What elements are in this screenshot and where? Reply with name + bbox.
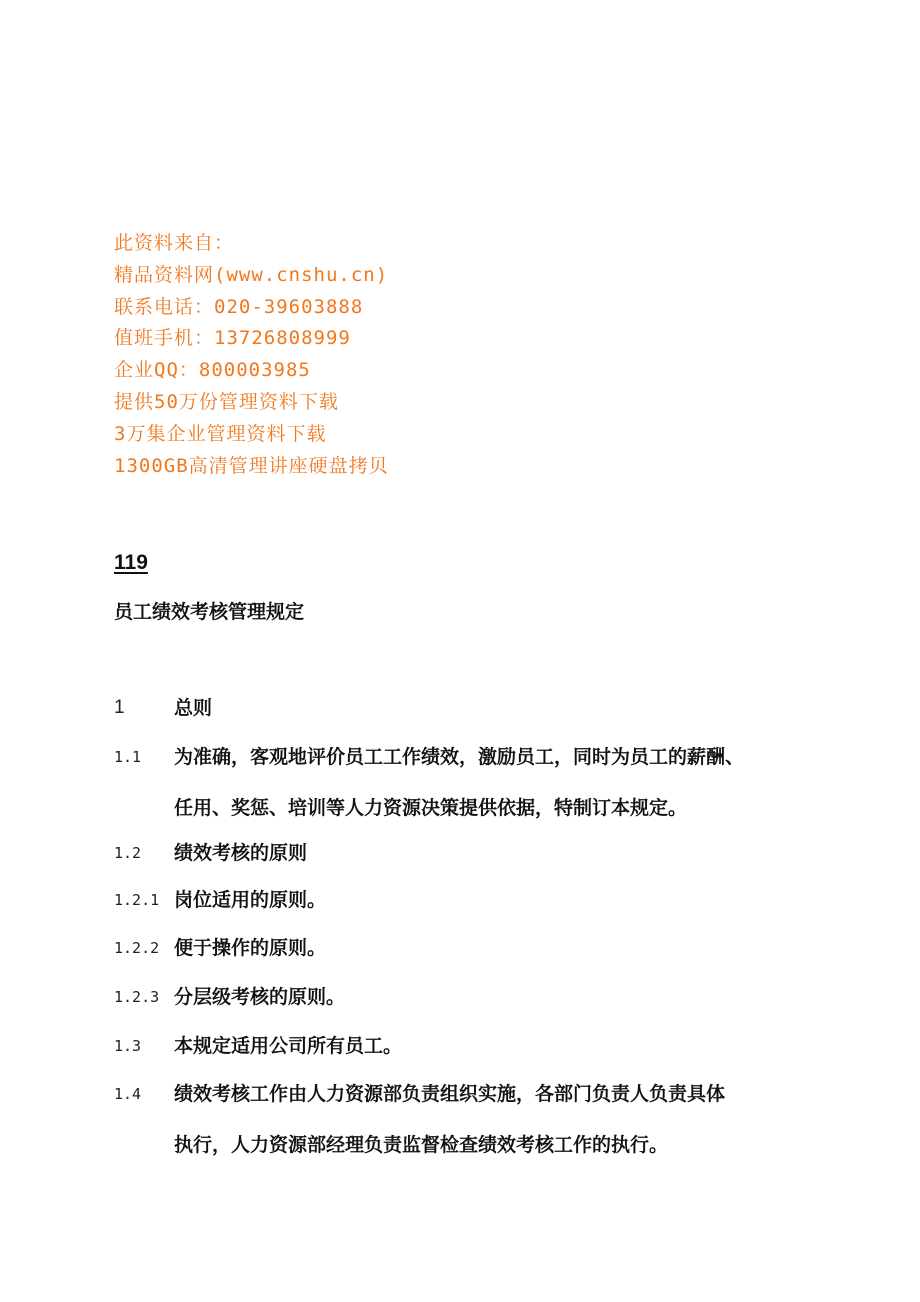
- section-number: 1: [114, 697, 125, 718]
- section-text: 绩效考核的原则: [174, 842, 308, 864]
- document-number: 119: [114, 551, 148, 574]
- section-number: 1.2.1: [114, 891, 160, 909]
- section-number: 1.1: [114, 748, 142, 766]
- section-text-continued: 执行，人力资源部经理负责监督检查绩效考核工作的执行。: [174, 1134, 669, 1156]
- section-number: 1.2: [114, 844, 142, 862]
- source-line-phone: 联系电话：020-39603888: [114, 295, 364, 318]
- section-text: 绩效考核工作由人力资源部负责组织实施，各部门负责人负责具体: [174, 1083, 726, 1105]
- section-text: 为准确，客观地评价员工工作绩效，激励员工，同时为员工的薪酬、: [174, 746, 745, 768]
- section-number: 1.3: [114, 1037, 142, 1055]
- section-text: 总则: [174, 697, 213, 719]
- section-number: 1.2.3: [114, 988, 160, 1006]
- source-info-block: [114, 228, 674, 482]
- source-line-qq: 企业QQ：800003985: [114, 359, 311, 382]
- source-line-intro: 此资料来自：: [114, 232, 235, 254]
- section-number: 1.2.2: [114, 939, 160, 957]
- section-text: 本规定适用公司所有员工。: [174, 1035, 403, 1057]
- document-title: 员工绩效考核管理规定: [114, 601, 305, 623]
- source-line-website: 精品资料网(www.cnshu.cn): [114, 263, 389, 286]
- source-line-offer-2: 3万集企业管理资料下载: [114, 422, 327, 445]
- section-text: 便于操作的原则。: [174, 937, 327, 959]
- section-text-continued: 任用、奖惩、培训等人力资源决策提供依据，特制订本规定。: [174, 797, 688, 819]
- section-text: 岗位适用的原则。: [174, 889, 327, 911]
- source-line-offer-3: 1300GB高清管理讲座硬盘拷贝: [114, 454, 389, 477]
- section-text: 分层级考核的原则。: [174, 986, 346, 1008]
- section-number: 1.4: [114, 1085, 142, 1103]
- source-line-offer-1: 提供50万份管理资料下载: [114, 390, 339, 413]
- source-line-mobile: 值班手机：13726808999: [114, 327, 351, 350]
